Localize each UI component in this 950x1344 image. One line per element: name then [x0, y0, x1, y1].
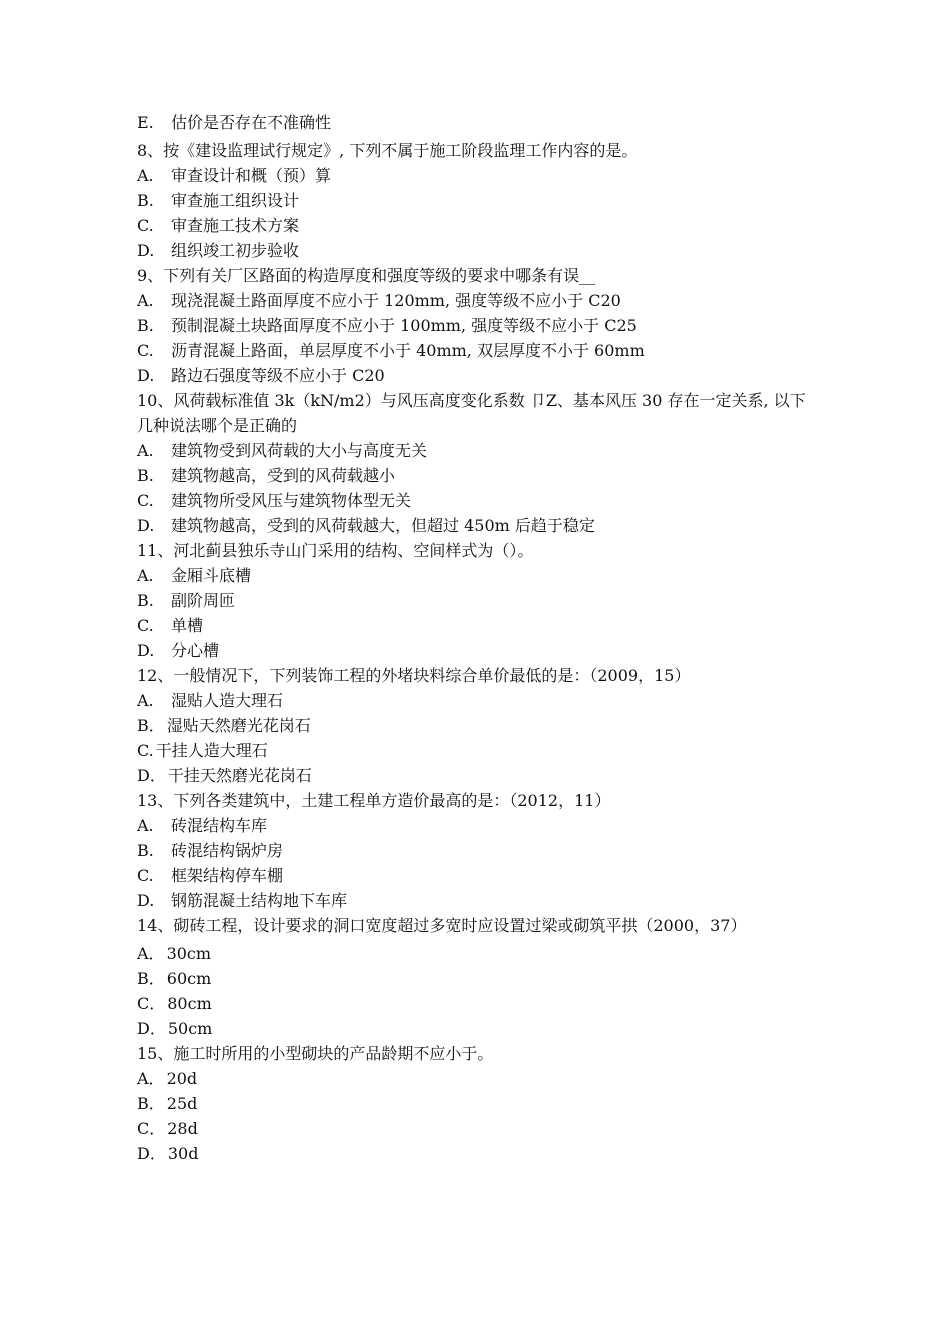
option-line — [137, 163, 817, 188]
option-line — [137, 563, 817, 588]
question-9: 9、下列有关厂区路面的构造厚度和强度等级的要求中哪条有误__ — [137, 266, 596, 285]
option-line — [137, 213, 817, 238]
option-text: 审查施工组织设计 — [171, 191, 300, 210]
option-line — [137, 688, 817, 713]
option-line — [137, 513, 817, 538]
option-line — [137, 1091, 817, 1116]
option-text: 框架结构停车棚 — [171, 866, 284, 885]
option-label: A. — [137, 816, 154, 835]
option-line — [137, 1016, 817, 1041]
option-line — [137, 1141, 817, 1166]
option-line — [137, 363, 817, 388]
option-text: 80cm — [167, 994, 212, 1013]
option-line — [137, 613, 817, 638]
option-line — [137, 941, 817, 966]
option-line — [137, 438, 817, 463]
option-label: B. — [137, 841, 154, 860]
question-8: 8、按《建设监理试行规定》, 下列不属于施工阶段监理工作内容的是。 — [137, 141, 638, 160]
option-line — [137, 638, 817, 663]
option-line — [137, 738, 817, 763]
option-text: 副阶周匝 — [171, 591, 236, 610]
option-text: 湿贴人造大理石 — [171, 691, 284, 710]
question-12: 12、一般情况下，下列装饰工程的外堵块料综合单价最低的是：（2009，15） — [137, 666, 691, 685]
option-label: A. — [137, 441, 154, 460]
option-text: 干挂人造大理石 — [155, 741, 268, 760]
option-text: 砖混结构车库 — [171, 816, 268, 835]
option-label: C． — [137, 1119, 166, 1138]
option-line — [137, 338, 817, 363]
option-label: B. — [137, 591, 154, 610]
option-label: A. — [137, 566, 154, 585]
option-label: D． — [137, 1144, 166, 1163]
option-text: 沥青混凝上路面，单层厚度不小于 40mm, 双层厚度不小于 60mm — [171, 341, 645, 360]
option-label: D. — [137, 241, 155, 260]
option-label: C. — [137, 616, 154, 635]
option-label: D. — [137, 366, 155, 385]
option-text: 建筑物越高，受到的风荷载越小 — [171, 466, 396, 485]
option-label: B. — [137, 191, 154, 210]
option-label: D. — [137, 516, 155, 535]
question-14: 14、砌砖工程，设计要求的洞口宽度超过多宽时应设置过梁或砌筑平拱（2000，37） — [137, 916, 747, 935]
option-line — [137, 288, 817, 313]
option-text: 30d — [167, 1144, 199, 1163]
question-15: 15、施工时所用的小型砌块的产品龄期不应小于。 — [137, 1044, 494, 1063]
option-text: 30cm — [166, 944, 212, 963]
option-label: B. — [137, 316, 154, 335]
document-content — [137, 110, 817, 1166]
option-text: 28d — [167, 1119, 198, 1138]
question-13: 13、下列各类建筑中，土建工程单方造价最高的是：（2012，11） — [137, 791, 611, 810]
option-label: D. — [137, 891, 155, 910]
option-line — [137, 763, 817, 788]
option-text: 建筑物越高，受到的风荷载越大，但超过 450m 后趋于稳定 — [171, 516, 595, 535]
option-text: 分心槽 — [171, 641, 220, 660]
option-line — [137, 966, 817, 991]
option-label: A． — [137, 944, 165, 963]
option-text: 审查设计和概（预）算 — [171, 166, 332, 185]
question-10: 10、风荷载标准值 3k（kN/m2）与风压高度变化系数 卩Z、基本风压 30 存在一定关系, 以下几种说法哪个是正确的 — [137, 391, 806, 435]
option-text: 砖混结构锅炉房 — [171, 841, 284, 860]
option-text: 单槽 — [171, 616, 204, 635]
option-text: 估价是否存在不准确性 — [171, 113, 332, 132]
option-line — [137, 238, 817, 263]
option-label: A． — [137, 1069, 165, 1088]
option-label: B. — [137, 466, 154, 485]
option-label: B． — [137, 716, 165, 735]
option-text: 湿贴天然磨光花岗石 — [166, 716, 311, 735]
option-label: B． — [137, 1094, 165, 1113]
option-line — [137, 463, 817, 488]
option-line — [137, 588, 817, 613]
option-text: 预制混凝土块路面厚度不应小于 100mm, 强度等级不应小于 C25 — [171, 316, 637, 335]
option-label: A. — [137, 166, 154, 185]
option-line — [137, 1116, 817, 1141]
option-label: C. — [137, 866, 154, 885]
option-line — [137, 1066, 817, 1091]
option-text: 现浇混凝土路面厚度不应小于 120mm, 强度等级不应小于 C20 — [171, 291, 621, 310]
option-line — [137, 838, 817, 863]
option-text: 钢筋混凝土结构地下车库 — [171, 891, 348, 910]
option-label: B． — [137, 969, 165, 988]
question-11: 11、河北蓟县独乐寺山门采用的结构、空间样式为（）。 — [137, 541, 534, 560]
option-line — [137, 863, 817, 888]
option-label: A. — [137, 291, 154, 310]
option-label: D． — [137, 1019, 166, 1038]
option-text: 50cm — [167, 1019, 213, 1038]
option-label: C. — [137, 341, 154, 360]
option-label: C. — [137, 741, 154, 760]
option-label: A. — [137, 691, 154, 710]
option-text: 金厢斗底槽 — [171, 566, 252, 585]
option-line — [137, 991, 817, 1016]
option-text: 20d — [166, 1069, 198, 1088]
option-text: 干挂天然磨光花岗石 — [167, 766, 312, 785]
option-text: 建筑物受到风荷载的大小与高度无关 — [171, 441, 428, 460]
option-label: E. — [137, 113, 154, 132]
option-label: D. — [137, 641, 155, 660]
option-line — [137, 888, 817, 913]
option-text: 组织竣工初步验收 — [171, 241, 300, 260]
option-line — [137, 813, 817, 838]
option-line — [137, 188, 817, 213]
option-text: 审查施工技术方案 — [171, 216, 300, 235]
option-label: C. — [137, 216, 154, 235]
option-label: D． — [137, 766, 166, 785]
option-label: C． — [137, 994, 166, 1013]
option-line — [137, 313, 817, 338]
option-text: 25d — [166, 1094, 198, 1113]
option-text: 建筑物所受风压与建筑物体型无关 — [171, 491, 412, 510]
option-line — [137, 488, 817, 513]
option-label: C. — [137, 491, 154, 510]
option-text: 60cm — [166, 969, 212, 988]
option-line — [137, 110, 817, 135]
option-line — [137, 713, 817, 738]
option-text: 路边石强度等级不应小于 C20 — [171, 366, 385, 385]
